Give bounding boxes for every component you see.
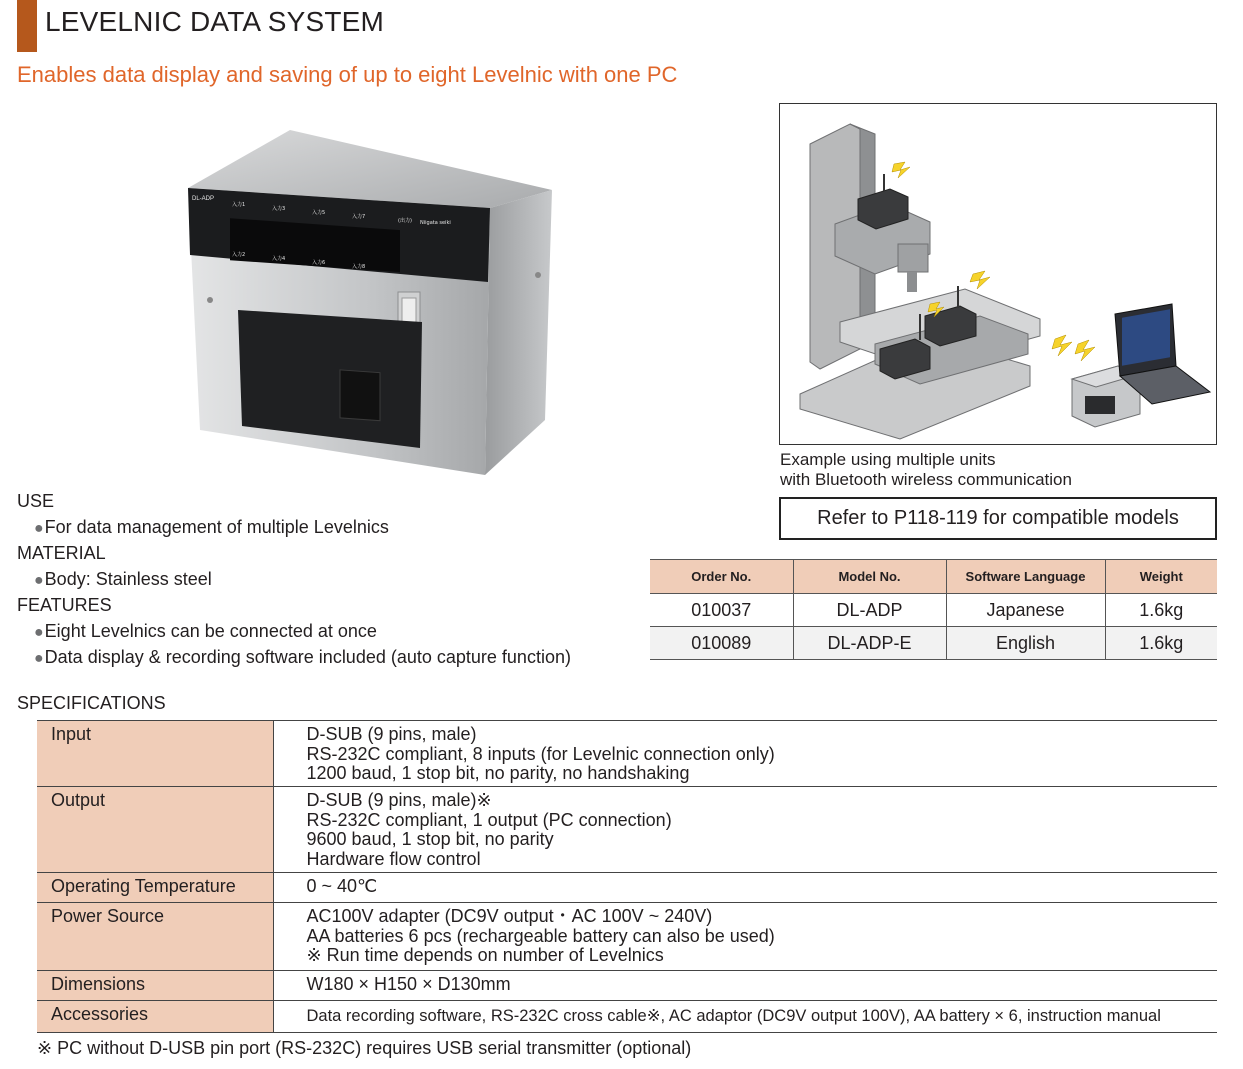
spec-row-output: [37, 787, 1217, 873]
spec-line: RS-232C compliant, 8 inputs (for Levelnic connection only): [306, 743, 775, 764]
diagram-caption-line-1: Example using multiple units: [780, 450, 996, 469]
diagram-caption: [780, 450, 1072, 490]
device-input-4: 入力4: [272, 256, 286, 262]
spec-label: Output: [37, 787, 273, 873]
material-item-text: Body: Stainless steel: [44, 568, 212, 589]
order-no-cell: 010089: [650, 627, 793, 660]
model-no-header: Model No.: [793, 560, 946, 594]
title-accent-bar: [17, 0, 37, 52]
features-heading: FEATURES: [17, 595, 112, 615]
data-adapter-device-image: [170, 130, 560, 485]
spec-label: Operating Temperature: [37, 873, 273, 903]
spec-row-accessories: [37, 1001, 1217, 1033]
software-language-cell: Japanese: [946, 594, 1105, 627]
spec-line: 9600 baud, 1 stop bit, no parity: [306, 829, 554, 849]
weight-header: Weight: [1105, 560, 1217, 594]
spec-value: [273, 903, 1217, 971]
material-item: [17, 567, 571, 594]
spec-row-input: [37, 721, 1217, 787]
table-row: [650, 627, 1217, 660]
spec-label: Power Source: [37, 903, 273, 971]
spec-line: Hardware flow control: [306, 848, 481, 869]
feature-item-text: Eight Levelnics can be connected at once: [44, 620, 377, 641]
spec-row-power: [37, 903, 1217, 971]
specifications-table: [37, 720, 1217, 1033]
device-input-1: 入力1: [232, 202, 246, 208]
page-subtitle: Enables data display and saving of up to eight Levelnic with one PC: [17, 62, 678, 87]
diagram-caption-line-2: with Bluetooth wireless communication: [780, 470, 1072, 489]
spec-label: Input: [37, 721, 273, 787]
use-item-text: For data management of multiple Levelnics: [44, 516, 389, 537]
feature-item-text: Data display & recording software included (auto capture function): [44, 647, 571, 667]
spec-line: AA batteries 6 pcs (rechargeable battery can also be used): [306, 925, 775, 946]
device-input-6: 入力6: [312, 260, 326, 266]
software-language-header: Software Language: [946, 560, 1105, 594]
spec-row-temperature: [37, 873, 1217, 903]
device-input-5: 入力5: [312, 210, 326, 216]
spec-label: Dimensions: [37, 971, 273, 1001]
spec-value: [273, 1001, 1217, 1033]
table-row: [650, 594, 1217, 627]
spec-value: [273, 721, 1217, 787]
page-title: LEVELNIC DATA SYSTEM: [45, 6, 385, 37]
product-info: [17, 489, 571, 672]
use-item: [17, 515, 571, 542]
usage-diagram: [779, 103, 1217, 445]
spec-label: Accessories: [37, 1001, 273, 1033]
model-no-cell: DL-ADP-E: [793, 627, 946, 660]
spec-line: 1200 baud, 1 stop bit, no parity, no handshaking: [306, 763, 690, 783]
spec-line: 0 ~ 40℃: [306, 876, 378, 896]
spec-line: AC100V adapter (DC9V output・AC 100V ~ 240V): [306, 906, 713, 926]
weight-cell: 1.6kg: [1105, 627, 1217, 660]
device-input-8: 入力8: [352, 264, 366, 270]
device-output-label: (出力): [398, 218, 412, 224]
spec-line: Data recording software, RS-232C cross cable※, AC adaptor (DC9V output 100V), AA battery × 6, instruction manual: [306, 1007, 1161, 1025]
device-model-label: DL-ADP: [192, 196, 215, 202]
feature-item: [17, 619, 571, 646]
spec-line: D-SUB (9 pins, male)※: [306, 790, 492, 810]
spec-value: [273, 873, 1217, 903]
order-table-header: [650, 560, 1217, 594]
software-language-cell: English: [946, 627, 1105, 660]
compatible-models-note: Refer to P118-119 for compatible models: [779, 497, 1217, 540]
order-no-header: Order No.: [650, 560, 793, 594]
order-table: [650, 559, 1217, 660]
order-no-cell: 010037: [650, 594, 793, 627]
spec-row-dimensions: [37, 971, 1217, 1001]
device-input-7: 入力7: [352, 214, 366, 220]
spec-value: [273, 787, 1217, 873]
weight-cell: 1.6kg: [1105, 594, 1217, 627]
spec-value: [273, 971, 1217, 1001]
specifications-heading: SPECIFICATIONS: [17, 693, 166, 713]
spec-line: RS-232C compliant, 1 output (PC connection): [306, 809, 672, 830]
material-heading: MATERIAL: [17, 543, 106, 563]
footnote: ※ PC without D-USB pin port (RS-232C) requires USB serial transmitter (optional): [37, 1038, 692, 1058]
device-brand-label: Niigata seiki: [420, 220, 451, 226]
feature-item: [17, 645, 571, 672]
device-input-3: 入力3: [272, 206, 286, 212]
use-heading: USE: [17, 491, 55, 511]
spec-line: D-SUB (9 pins, male): [306, 724, 477, 744]
spec-line: W180 × H150 × D130mm: [306, 974, 511, 994]
device-input-2: 入力2: [232, 252, 246, 258]
spec-line: ※ Run time depends on number of Levelnics: [306, 945, 664, 965]
model-no-cell: DL-ADP: [793, 594, 946, 627]
